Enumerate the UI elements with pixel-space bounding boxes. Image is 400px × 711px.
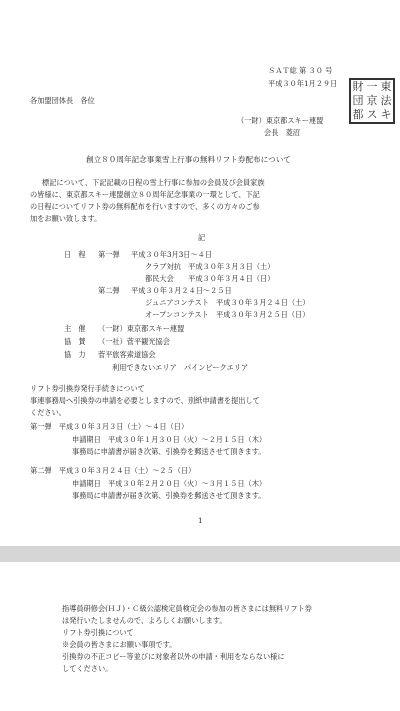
sponsor-label: 協 賛 xyxy=(64,337,86,346)
sponsor-value: （一社）菅平観光協会 xyxy=(98,337,170,346)
unusable-area-note: 利用できないエリア パインビークエリア xyxy=(112,363,249,372)
schedule-value: 都民大会 平成３０年３月４日（日） xyxy=(145,274,275,283)
intro-line: 標記について、下記記載の日程の雪上行事に参加の会員及び会員家族 xyxy=(42,178,265,187)
intro-line: の日程についてリフト券の無料配布を行いますので、多くの方々のご参 xyxy=(30,202,260,211)
phase1-date: 第一弾 平成３０年３月３日（土）～４日（日） xyxy=(30,422,189,431)
schedule-phase: 第二弾 xyxy=(98,286,120,295)
page2-line: 指導員研修会(ＨＪ)・Ｃ級公認検定員検定会の参加の皆さまには無料リフト券 xyxy=(62,604,312,613)
intro-line: 加をお願い致します。 xyxy=(30,214,102,223)
page2-line: ※会員の皆さまにお願い事項です。 xyxy=(62,640,177,649)
procedure-heading: リフト券引換券発行手続きについて xyxy=(30,384,145,393)
issuer-president: 会長 菱沼 xyxy=(264,128,322,137)
page2-line: 引換券の不正コピー等並びに対象者以外の申請・利用をならない様に xyxy=(62,652,285,661)
page2-line: してください。 xyxy=(62,664,113,673)
phase2-mailing-note: 事務局に申請書が届き次第、引換券を郵送させて頂きます。 xyxy=(72,491,266,500)
document-number: ＳＡＴ総 第 ３０ 号 xyxy=(268,66,333,75)
schedule-value: オープンコンテスト 平成３０年３月２５日（日） xyxy=(145,310,310,319)
page2-line xyxy=(62,676,256,685)
official-seal: 財 一 東 団 京 法 都 ス キ xyxy=(349,78,395,124)
procedure-line: ください。 xyxy=(30,408,66,417)
procedure-line: 事連事務局へ引換券の申請を必要としますので、別紙申請書を提出して xyxy=(30,396,260,405)
document-date: 平成３０年1月２９日 xyxy=(268,79,338,88)
cooperation-value: 菅平旅客索道協会 xyxy=(98,350,156,359)
subject-title: 創立８０周年記念事業雪上行事の無料リフト券配布について xyxy=(86,155,291,164)
schedule-value: ジュニアコンテスト 平成３０年３月２４日（土） xyxy=(145,298,310,307)
phase1-mailing-note: 事務局に申請書が届き次第、引換券を郵送させて頂きます。 xyxy=(72,447,266,456)
schedule-value: 平成３０年３月２４日～２５日 xyxy=(131,286,232,295)
recipients: 各加盟団体長 各位 xyxy=(30,96,95,105)
document-page-2 xyxy=(0,562,400,711)
cooperation-label: 協 力 xyxy=(64,350,86,359)
intro-line: の皆様に、東京都スキー連盟創立８０周年記念事業の一環として、下記 xyxy=(30,190,260,199)
organizer-value: （一財）東京都スキー連盟 xyxy=(98,324,185,333)
issuer-org: （一財）東京都スキー連盟 xyxy=(237,116,324,125)
ki-heading: 記 xyxy=(198,233,206,242)
organizer-label: 主 催 xyxy=(64,324,86,333)
schedule-label: 日 程 xyxy=(64,250,86,259)
phase1-application-period: 申請期日 平成３０年１月３０日（火）～２月１５日（木） xyxy=(72,435,267,444)
schedule-phase: 第一弾 xyxy=(98,250,120,259)
page2-line: リフト券引換について xyxy=(62,628,134,637)
page2-line: は発行いたしませんので、よろしくお願いします。 xyxy=(62,616,227,625)
phase2-application-period: 申請期日 平成３０年２月２０日（火）～３月１５日（木） xyxy=(72,479,267,488)
schedule-value: クラブ対抗 平成３０年３月３日（土） xyxy=(145,262,275,271)
phase2-date: 第二弾 平成３０年３月２４日（土）～２５（日） xyxy=(30,466,196,475)
page-number: 1 xyxy=(198,516,203,525)
schedule-value: 平成３０年3月3日～４日 xyxy=(131,250,213,259)
